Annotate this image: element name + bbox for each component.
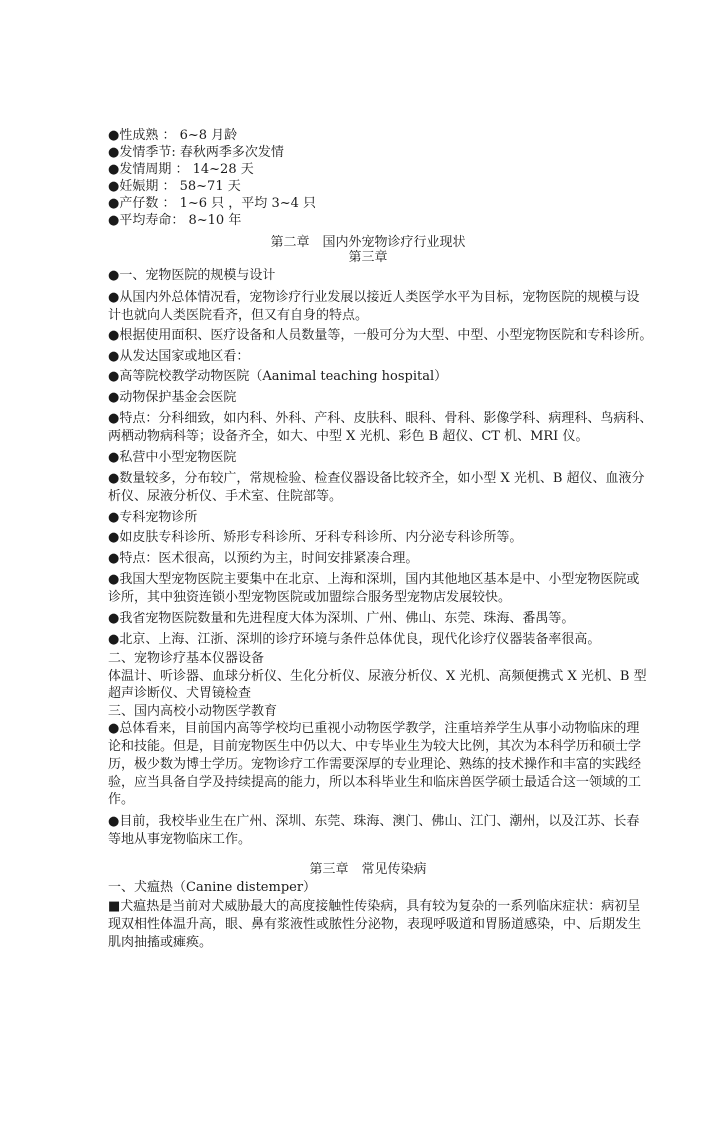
bullet-line: ●从发达国家或地区看：	[108, 349, 250, 364]
bullet-line: ●性成熟 ： 6~8 月龄	[108, 128, 238, 143]
text-line: 现双相性体温升高，眼、鼻有浆液性或脓性分泌物，表现呼吸道和胃肠道感染，中、后期发生	[108, 917, 642, 932]
text-line: 作。	[108, 792, 135, 807]
text-line: ●总体看来，目前国内高等学校均已重视小动物医学教学，注重培养学生从事小动物临床的理	[108, 721, 640, 736]
bullet-line: ●专科宠物诊所	[108, 510, 198, 525]
bullet-line: ●如皮肤专科诊所、矫形专科诊所、牙科专科诊所、内分泌专科诊所等。	[108, 530, 523, 545]
bullet-line: ●发情季节: 春秋两季多次发情	[108, 145, 284, 160]
bullet-line: ●产仔数 ： 1~6 只 ，平均 3~4 只	[108, 196, 317, 211]
bullet-line: ●我省宠物医院数量和先进程度大体为深圳、广州、佛山、东莞、珠海、番禺等。	[108, 611, 575, 626]
text-line: 三、国内高校小动物医学教育	[108, 704, 278, 719]
bullet-line: 诊所，其中独资连锁小型宠物医院或加盟综合服务型宠物店发展较快。	[108, 590, 512, 605]
chapter-heading: 第二章 国内外宠物诊疗行业现状	[270, 235, 466, 250]
text-line: ●从国内外总体情况看，宠物诊疗行业发展以接近人类医学水平为目标，宠物医院的规模与设	[108, 290, 640, 305]
text-line: ●根据使用面积、医疗设备和人员数量等，一般可分为大型、中型、小型宠物医院和专科诊所。	[108, 328, 653, 343]
text-line: ●特点：分科细致，如内科、外科、产科、皮肤科、眼科、骨科、影像学科、病理科、鸟病科、	[108, 411, 653, 426]
text-line: 肌肉抽搐或瘫痪。	[108, 935, 213, 950]
chapter-heading: 第三章	[348, 250, 388, 265]
bullet-line: ●一、宠物医院的规模与设计	[108, 268, 276, 283]
bullet-line: ●动物保护基金会医院	[108, 390, 237, 405]
text-line: 论和技能。但是，目前宠物医生中仍以大、中专毕业生为较大比例，其次为本科学历和硕士学	[108, 739, 642, 754]
text-line: 等地从事宠物临床工作。	[108, 832, 252, 847]
bullet-line: 两栖动物病科等；设备齐全，如大、中型 X 光机、彩色 B 超仪、CT 机、MRI 仪。	[108, 429, 589, 444]
text-line: ■犬瘟热是当前对犬威胁最大的高度接触性传染病，具有较为复杂的一系列临床症状：病初呈	[108, 899, 641, 914]
bullet-line: ●北京、上海、江浙、深圳的诊疗环境与条件总体优良，现代化诊疗仪器装备率很高。	[108, 632, 601, 647]
bullet-line: ●私营中小型宠物医院	[108, 450, 237, 465]
bullet-line: 计也就向人类医院看齐，但又有自身的特点。	[108, 308, 369, 323]
bullet-line: ●特点：医术很高，以预约为主，时间安排紧凑合理。	[108, 551, 419, 566]
text-line: 超声诊断仪、犬胃镜检查	[108, 686, 252, 701]
text-line: ●目前，我校毕业生在广州、深圳、东莞、珠海、澳门、佛山、江门、潮州，以及江苏、长春	[108, 814, 640, 829]
text-line: ●数量较多，分布较广，常规检验、检查仪器设备比较齐全，如小型 X 光机、B 超仪、血液分	[108, 471, 645, 486]
bullet-line: ●发情周期 ： 14~28 天	[108, 162, 254, 177]
text-line: 二、宠物诊疗基本仪器设备	[108, 651, 265, 666]
text-line: 体温计、听诊器、血球分析仪、生化分析仪、尿液分析仪、X 光机、高频便携式 X 光机、B 型	[108, 669, 647, 684]
text-line: 验，应当具备自学及持续提高的能力，所以本科毕业生和临床兽医学硕士最适合这一领域的工	[108, 775, 642, 790]
text-line: 历，极少数为博士学历。宠物诊疗工作需要深厚的专业理论、熟练的技术操作和丰富的实践经	[108, 757, 642, 772]
bullet-line: ●妊娠期 ： 58~71 天	[108, 179, 241, 194]
bullet-line: 析仪、尿液分析仪、手术室、住院部等。	[108, 489, 343, 504]
bullet-line: ●平均寿命： 8~10 年	[108, 213, 242, 228]
text-line: ●我国大型宠物医院主要集中在北京、上海和深圳，国内其他地区基本是中、小型宠物医院或	[108, 572, 640, 587]
text-line: 一、犬瘟热（Canine distemper）	[108, 880, 317, 895]
chapter-heading: 第三章 常见传染病	[309, 862, 427, 877]
bullet-line: ●高等院校教学动物医院（Aanimal teaching hospital）	[108, 369, 448, 384]
